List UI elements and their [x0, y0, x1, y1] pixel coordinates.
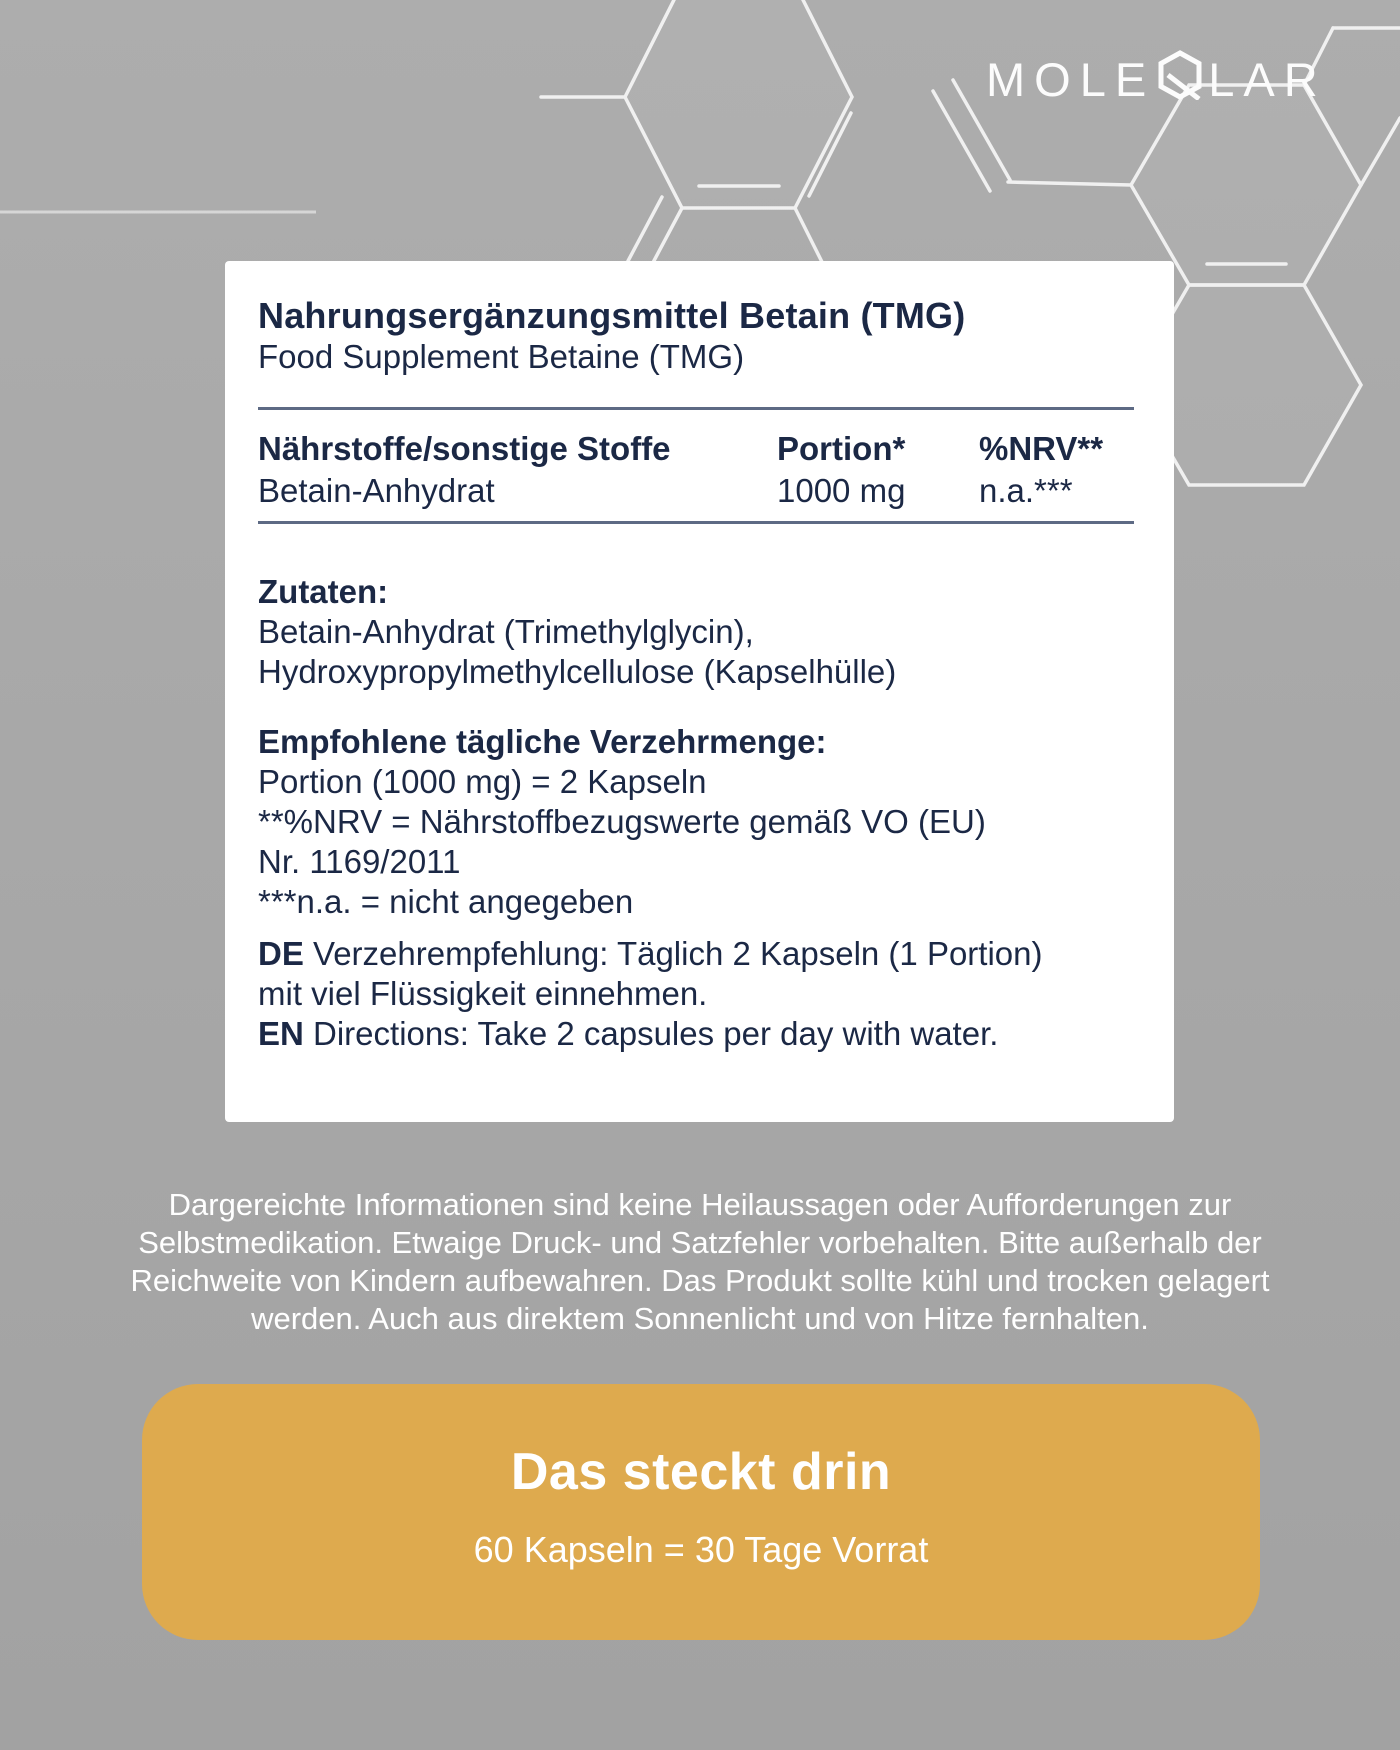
brand-logo-text-left: MOLE	[986, 52, 1156, 106]
nutrition-table-row	[258, 469, 1134, 513]
card-title-de: Nahrungsergänzungsmittel Betain (TMG)	[258, 295, 966, 336]
supplement-facts-card	[225, 261, 1174, 1122]
ingredients-label: Zutaten:	[258, 573, 389, 610]
disclaimer-line: Dargereichte Informationen sind keine Heilaussagen oder Aufforderungen zur	[168, 1187, 1232, 1222]
highlight-box	[142, 1384, 1260, 1640]
col-header-nrv: %NRV**	[979, 430, 1104, 467]
directions-en-line: EN Directions: Take 2 capsules per day with water.	[258, 1015, 999, 1052]
dosage-line: **%NRV = Nährstoffbezugswerte gemäß VO (EU)	[258, 803, 986, 840]
dosage-label: Empfohlene tägliche Verzehrmenge:	[258, 723, 827, 760]
cell-nrv: n.a.***	[979, 472, 1073, 509]
dosage-line: Portion (1000 mg) = 2 Kapseln	[258, 763, 707, 800]
highlight-box-subtitle: 60 Kapseln = 30 Tage Vorrat	[473, 1529, 929, 1570]
ingredients-line: Hydroxypropylmethylcellulose (Kapselhülle)	[258, 653, 897, 690]
brand-logo	[986, 50, 1327, 108]
ingredients-line: Betain-Anhydrat (Trimethylglycin),	[258, 613, 754, 650]
hexagon-q-icon	[1158, 50, 1202, 111]
col-header-portion: Portion*	[777, 430, 906, 467]
col-header-nutrient: Nährstoffe/sonstige Stoffe	[258, 430, 671, 467]
highlight-box-title: Das steckt drin	[510, 1443, 892, 1501]
disclaimer-line: Selbstmedikation. Etwaige Druck- und Satzfehler vorbehalten. Bitte außerhalb der	[138, 1225, 1262, 1260]
directions-section	[258, 934, 1134, 1054]
nutrition-table-header	[258, 410, 1134, 469]
table-bottom-rule	[258, 521, 1134, 524]
brand-logo-text-right: LAR	[1208, 52, 1327, 106]
de-label: DE	[258, 935, 304, 972]
dosage-line: Nr. 1169/2011	[258, 843, 461, 880]
directions-de-line2: mit viel Flüssigkeit einnehmen.	[258, 975, 708, 1012]
directions-de-line1: DE Verzehrempfehlung: Täglich 2 Kapseln (1 Portion)	[258, 935, 1043, 972]
dosage-section	[258, 722, 1134, 922]
cell-portion: 1000 mg	[777, 472, 906, 509]
card-title-en: Food Supplement Betaine (TMG)	[258, 338, 745, 375]
disclaimer-line: werden. Auch aus direktem Sonnenlicht und von Hitze fernhalten.	[251, 1301, 1149, 1336]
disclaimer-text	[0, 1186, 1400, 1338]
dosage-line: ***n.a. = nicht angegeben	[258, 883, 634, 920]
ingredients-section	[258, 572, 1134, 692]
cell-nutrient: Betain-Anhydrat	[258, 472, 495, 509]
en-label: EN	[258, 1015, 304, 1052]
disclaimer-line: Reichweite von Kindern aufbewahren. Das Produkt sollte kühl und trocken gelagert	[130, 1263, 1270, 1298]
